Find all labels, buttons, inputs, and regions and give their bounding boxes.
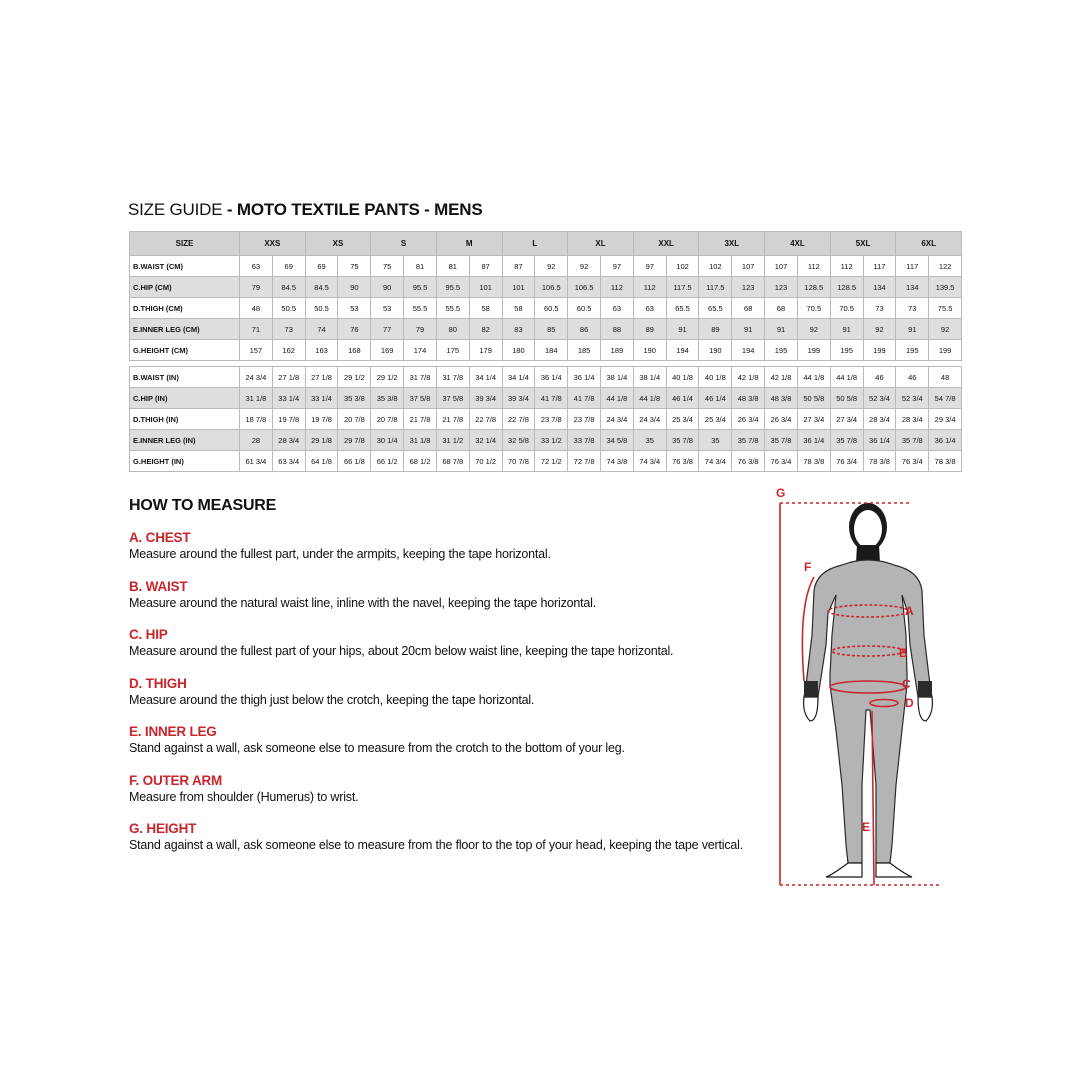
table-cell: 68 7/8 <box>436 451 469 472</box>
table-cell: 55.5 <box>404 298 437 319</box>
table-cell: 134 <box>863 277 896 298</box>
table-cell: 25 3/4 <box>699 409 732 430</box>
table-cell: 72 7/8 <box>568 451 601 472</box>
table-cell: 89 <box>633 319 666 340</box>
table-cell: 50 5/8 <box>830 388 863 409</box>
size-header-cell: XL <box>568 232 634 256</box>
table-cell: 139.5 <box>929 277 962 298</box>
table-cell: 28 <box>240 430 273 451</box>
table-cell: 50.5 <box>305 298 338 319</box>
size-header-cell: S <box>371 232 437 256</box>
table-cell: 65.5 <box>666 298 699 319</box>
table-cell: 199 <box>863 340 896 361</box>
measure-title: D. THIGH <box>129 676 187 691</box>
table-cell: 76 3/8 <box>732 451 765 472</box>
size-header-cell: 5XL <box>830 232 896 256</box>
table-cell: 32 1/4 <box>469 430 502 451</box>
table-cell: 53 <box>338 298 371 319</box>
table-cell: 46 <box>863 367 896 388</box>
table-cell: 85 <box>535 319 568 340</box>
table-cell: 50 5/8 <box>797 388 830 409</box>
table-cell: 25 3/4 <box>666 409 699 430</box>
table-cell: 78 3/8 <box>797 451 830 472</box>
table-cell: 44 1/8 <box>830 367 863 388</box>
table-cell: 79 <box>404 319 437 340</box>
table-cell: 174 <box>404 340 437 361</box>
table-cell: 97 <box>601 256 634 277</box>
table-cell: 31 1/8 <box>240 388 273 409</box>
table-cell: 74 3/4 <box>699 451 732 472</box>
table-cell: 33 1/2 <box>535 430 568 451</box>
row-label: C.HIP (CM) <box>130 277 240 298</box>
table-cell: 87 <box>502 256 535 277</box>
table-cell: 44 1/8 <box>601 388 634 409</box>
table-cell: 60.5 <box>535 298 568 319</box>
table-cell: 24 3/4 <box>633 409 666 430</box>
table-cell: 66 1/8 <box>338 451 371 472</box>
table-cell: 107 <box>732 256 765 277</box>
table-cell: 112 <box>830 256 863 277</box>
table-cell: 134 <box>896 277 929 298</box>
table-cell: 37 5/8 <box>404 388 437 409</box>
table-cell: 69 <box>272 256 305 277</box>
table-cell: 117.5 <box>666 277 699 298</box>
measure-item-inner-leg <box>129 724 779 756</box>
size-header-cell: M <box>436 232 502 256</box>
table-cell: 175 <box>436 340 469 361</box>
table-cell: 24 3/4 <box>240 367 273 388</box>
table-cell: 91 <box>830 319 863 340</box>
measure-item-waist <box>129 579 779 611</box>
table-cell: 87 <box>469 256 502 277</box>
table-cell: 82 <box>469 319 502 340</box>
table-cell: 112 <box>601 277 634 298</box>
table-cell: 72 1/2 <box>535 451 568 472</box>
measure-item-outer-arm <box>129 773 779 805</box>
label-a: A <box>905 604 914 618</box>
table-row <box>130 298 962 319</box>
table-cell: 48 3/8 <box>732 388 765 409</box>
table-cell: 46 1/4 <box>666 388 699 409</box>
table-cell: 63 3/4 <box>272 451 305 472</box>
table-cell: 33 1/4 <box>305 388 338 409</box>
table-cell: 90 <box>338 277 371 298</box>
size-header-cell: 4XL <box>765 232 831 256</box>
table-cell: 91 <box>732 319 765 340</box>
table-cell: 157 <box>240 340 273 361</box>
table-cell: 194 <box>666 340 699 361</box>
table-cell: 80 <box>436 319 469 340</box>
table-cell: 74 3/8 <box>601 451 634 472</box>
table-cell: 97 <box>633 256 666 277</box>
table-cell: 101 <box>502 277 535 298</box>
table-cell: 35 7/8 <box>666 430 699 451</box>
table-cell: 73 <box>863 298 896 319</box>
table-cell: 106.5 <box>535 277 568 298</box>
row-label: E.INNER LEG (CM) <box>130 319 240 340</box>
table-cell: 34 1/4 <box>502 367 535 388</box>
measure-item-hip <box>129 627 779 659</box>
table-row <box>130 256 962 277</box>
table-cell: 163 <box>305 340 338 361</box>
table-cell: 76 3/8 <box>666 451 699 472</box>
table-cell: 29 1/8 <box>305 430 338 451</box>
table-cell: 34 5/8 <box>601 430 634 451</box>
table-cell: 112 <box>633 277 666 298</box>
table-cell: 23 7/8 <box>568 409 601 430</box>
table-cell: 35 7/8 <box>830 430 863 451</box>
table-cell: 42 1/8 <box>732 367 765 388</box>
table-cell: 107 <box>765 256 798 277</box>
table-cell: 58 <box>502 298 535 319</box>
table-cell: 78 3/8 <box>929 451 962 472</box>
table-cell: 35 7/8 <box>765 430 798 451</box>
table-cell: 95.5 <box>436 277 469 298</box>
table-cell: 39 3/4 <box>469 388 502 409</box>
table-cell: 41 7/8 <box>568 388 601 409</box>
measure-title: F. OUTER ARM <box>129 773 223 788</box>
table-cell: 180 <box>502 340 535 361</box>
table-cell: 31 1/8 <box>404 430 437 451</box>
table-cell: 48 <box>929 367 962 388</box>
table-cell: 29 1/2 <box>371 367 404 388</box>
table-cell: 73 <box>272 319 305 340</box>
table-cell: 189 <box>601 340 634 361</box>
table-cell: 102 <box>666 256 699 277</box>
table-cell: 90 <box>371 277 404 298</box>
table-cell: 128.5 <box>797 277 830 298</box>
table-cell: 55.5 <box>436 298 469 319</box>
table-cell: 52 3/4 <box>896 388 929 409</box>
table-cell: 162 <box>272 340 305 361</box>
table-cell: 31 7/8 <box>436 367 469 388</box>
table-cell: 64 1/8 <box>305 451 338 472</box>
table-cell: 195 <box>896 340 929 361</box>
table-row <box>130 451 962 472</box>
table-cell: 70 1/2 <box>469 451 502 472</box>
table-cell: 35 <box>633 430 666 451</box>
title-bold: - MOTO TEXTILE PANTS - MENS <box>222 200 483 219</box>
table-cell: 117.5 <box>699 277 732 298</box>
table-cell: 52 3/4 <box>863 388 896 409</box>
table-cell: 36 1/4 <box>929 430 962 451</box>
table-cell: 40 1/8 <box>666 367 699 388</box>
table-cell: 61 3/4 <box>240 451 273 472</box>
measure-title: G. HEIGHT <box>129 821 197 836</box>
table-cell: 27 3/4 <box>797 409 830 430</box>
table-cell: 74 <box>305 319 338 340</box>
table-cell: 88 <box>601 319 634 340</box>
measure-text: Stand against a wall, ask someone else to measure from the floor to the top of your head, keeping the tape vertical. <box>129 838 743 852</box>
table-row <box>130 388 962 409</box>
table-cell: 20 7/8 <box>338 409 371 430</box>
table-cell: 22 7/8 <box>502 409 535 430</box>
table-cell: 86 <box>568 319 601 340</box>
label-e: E <box>862 820 871 834</box>
size-table <box>129 231 962 472</box>
table-cell: 41 7/8 <box>535 388 568 409</box>
table-cell: 190 <box>699 340 732 361</box>
measure-item-chest <box>129 530 779 562</box>
table-cell: 122 <box>929 256 962 277</box>
size-header-cell: XXS <box>240 232 306 256</box>
table-cell: 60.5 <box>568 298 601 319</box>
measure-text: Measure around the natural waist line, inline with the navel, keeping the tape horizontal. <box>129 596 597 610</box>
table-cell: 35 3/8 <box>338 388 371 409</box>
size-header-label: SIZE <box>130 232 240 256</box>
table-cell: 79 <box>240 277 273 298</box>
table-cell: 70.5 <box>830 298 863 319</box>
table-cell: 44 1/8 <box>633 388 666 409</box>
table-cell: 92 <box>568 256 601 277</box>
table-cell: 75.5 <box>929 298 962 319</box>
row-label: C.HIP (IN) <box>130 388 240 409</box>
table-cell: 194 <box>732 340 765 361</box>
body-measurement-figure <box>770 485 970 890</box>
table-cell: 53 <box>371 298 404 319</box>
table-cell: 128.5 <box>830 277 863 298</box>
table-cell: 70 7/8 <box>502 451 535 472</box>
table-cell: 199 <box>929 340 962 361</box>
table-cell: 36 1/4 <box>797 430 830 451</box>
table-cell: 168 <box>338 340 371 361</box>
row-label: B.WAIST (IN) <box>130 367 240 388</box>
table-cell: 30 1/4 <box>371 430 404 451</box>
table-cell: 29 7/8 <box>338 430 371 451</box>
table-cell: 75 <box>338 256 371 277</box>
table-cell: 81 <box>436 256 469 277</box>
table-cell: 76 3/4 <box>830 451 863 472</box>
table-cell: 123 <box>732 277 765 298</box>
table-cell: 76 3/4 <box>765 451 798 472</box>
table-cell: 68 <box>765 298 798 319</box>
table-cell: 44 1/8 <box>797 367 830 388</box>
table-cell: 91 <box>765 319 798 340</box>
table-cell: 169 <box>371 340 404 361</box>
table-cell: 195 <box>765 340 798 361</box>
measure-title: A. CHEST <box>129 530 191 545</box>
measure-title: E. INNER LEG <box>129 724 217 739</box>
size-header-cell: XXL <box>633 232 699 256</box>
table-cell: 199 <box>797 340 830 361</box>
table-cell: 39 3/4 <box>502 388 535 409</box>
table-cell: 63 <box>633 298 666 319</box>
table-cell: 68 <box>732 298 765 319</box>
table-cell: 28 3/4 <box>863 409 896 430</box>
label-b: B <box>899 646 908 660</box>
table-cell: 27 1/8 <box>272 367 305 388</box>
measure-title: B. WAIST <box>129 579 188 594</box>
table-cell: 26 3/4 <box>732 409 765 430</box>
table-row <box>130 277 962 298</box>
table-row <box>130 430 962 451</box>
table-cell: 101 <box>469 277 502 298</box>
table-cell: 48 <box>240 298 273 319</box>
table-cell: 123 <box>765 277 798 298</box>
size-header-row <box>130 232 962 256</box>
table-cell: 75 <box>371 256 404 277</box>
measure-item-thigh <box>129 676 779 708</box>
table-cell: 73 <box>896 298 929 319</box>
table-cell: 35 7/8 <box>896 430 929 451</box>
table-cell: 89 <box>699 319 732 340</box>
table-cell: 184 <box>535 340 568 361</box>
table-cell: 78 3/8 <box>863 451 896 472</box>
size-header-cell: XS <box>305 232 371 256</box>
table-cell: 36 1/4 <box>568 367 601 388</box>
table-cell: 19 7/8 <box>305 409 338 430</box>
table-cell: 81 <box>404 256 437 277</box>
table-row <box>130 409 962 430</box>
size-header-cell: 6XL <box>896 232 962 256</box>
label-d: D <box>905 696 914 710</box>
table-cell: 21 7/8 <box>404 409 437 430</box>
measure-text: Stand against a wall, ask someone else to measure from the crotch to the bottom of your leg. <box>129 741 625 755</box>
table-cell: 117 <box>863 256 896 277</box>
size-header-cell: L <box>502 232 568 256</box>
table-cell: 71 <box>240 319 273 340</box>
size-header-cell: 3XL <box>699 232 765 256</box>
table-cell: 190 <box>633 340 666 361</box>
table-cell: 29 3/4 <box>929 409 962 430</box>
label-g: G <box>776 486 786 500</box>
table-cell: 35 <box>699 430 732 451</box>
table-cell: 48 3/8 <box>765 388 798 409</box>
table-cell: 28 3/4 <box>272 430 305 451</box>
table-row <box>130 340 962 361</box>
label-c: C <box>902 677 911 691</box>
table-cell: 76 <box>338 319 371 340</box>
table-cell: 29 1/2 <box>338 367 371 388</box>
measure-text: Measure around the fullest part, under the armpits, keeping the tape horizontal. <box>129 547 551 561</box>
table-cell: 68 1/2 <box>404 451 437 472</box>
table-cell: 27 3/4 <box>830 409 863 430</box>
row-label: G.HEIGHT (CM) <box>130 340 240 361</box>
table-cell: 91 <box>666 319 699 340</box>
table-cell: 31 1/2 <box>436 430 469 451</box>
title-light: SIZE GUIDE <box>128 200 223 219</box>
table-cell: 95.5 <box>404 277 437 298</box>
table-cell: 54 7/8 <box>929 388 962 409</box>
table-cell: 112 <box>797 256 830 277</box>
table-cell: 28 3/4 <box>896 409 929 430</box>
table-cell: 23 7/8 <box>535 409 568 430</box>
table-cell: 106.5 <box>568 277 601 298</box>
table-cell: 18 7/8 <box>240 409 273 430</box>
table-cell: 32 5/8 <box>502 430 535 451</box>
label-f: F <box>804 560 812 574</box>
measure-title: C. HIP <box>129 627 168 642</box>
table-cell: 92 <box>535 256 568 277</box>
table-row <box>130 367 962 388</box>
table-cell: 66 1/2 <box>371 451 404 472</box>
table-cell: 38 1/4 <box>633 367 666 388</box>
table-cell: 117 <box>896 256 929 277</box>
table-cell: 63 <box>240 256 273 277</box>
table-cell: 92 <box>797 319 830 340</box>
row-label: B.WAIST (CM) <box>130 256 240 277</box>
table-cell: 92 <box>863 319 896 340</box>
table-cell: 77 <box>371 319 404 340</box>
size-table-body <box>130 256 962 472</box>
table-cell: 35 7/8 <box>732 430 765 451</box>
table-cell: 27 1/8 <box>305 367 338 388</box>
table-cell: 50.5 <box>272 298 305 319</box>
table-cell: 65.5 <box>699 298 732 319</box>
row-label: D.THIGH (IN) <box>130 409 240 430</box>
measure-item-height <box>129 821 779 853</box>
table-cell: 91 <box>896 319 929 340</box>
table-cell: 33 7/8 <box>568 430 601 451</box>
table-cell: 22 7/8 <box>469 409 502 430</box>
table-cell: 76 3/4 <box>896 451 929 472</box>
table-cell: 58 <box>469 298 502 319</box>
row-label: E.INNER LEG (IN) <box>130 430 240 451</box>
table-cell: 37 5/8 <box>436 388 469 409</box>
measure-text: Measure from shoulder (Humerus) to wrist. <box>129 790 359 804</box>
table-cell: 36 1/4 <box>535 367 568 388</box>
table-cell: 83 <box>502 319 535 340</box>
how-to-heading: HOW TO MEASURE <box>129 497 277 514</box>
table-cell: 74 3/4 <box>633 451 666 472</box>
table-cell: 40 1/8 <box>699 367 732 388</box>
table-cell: 70.5 <box>797 298 830 319</box>
table-cell: 33 1/4 <box>272 388 305 409</box>
table-cell: 46 <box>896 367 929 388</box>
row-label: G.HEIGHT (IN) <box>130 451 240 472</box>
table-cell: 69 <box>305 256 338 277</box>
table-cell: 63 <box>601 298 634 319</box>
table-row <box>130 319 962 340</box>
table-cell: 185 <box>568 340 601 361</box>
table-cell: 20 7/8 <box>371 409 404 430</box>
table-cell: 19 7/8 <box>272 409 305 430</box>
table-cell: 24 3/4 <box>601 409 634 430</box>
table-cell: 21 7/8 <box>436 409 469 430</box>
table-cell: 195 <box>830 340 863 361</box>
table-cell: 26 3/4 <box>765 409 798 430</box>
table-cell: 38 1/4 <box>601 367 634 388</box>
measure-text: Measure around the fullest part of your hips, about 20cm below waist line, keeping the tape horizontal. <box>129 644 674 658</box>
table-cell: 84.5 <box>305 277 338 298</box>
table-cell: 92 <box>929 319 962 340</box>
table-cell: 102 <box>699 256 732 277</box>
table-cell: 36 1/4 <box>863 430 896 451</box>
row-label: D.THIGH (CM) <box>130 298 240 319</box>
table-cell: 34 1/4 <box>469 367 502 388</box>
table-cell: 179 <box>469 340 502 361</box>
table-cell: 84.5 <box>272 277 305 298</box>
table-cell: 31 7/8 <box>404 367 437 388</box>
table-cell: 42 1/8 <box>765 367 798 388</box>
table-cell: 35 3/8 <box>371 388 404 409</box>
measure-text: Measure around the thigh just below the crotch, keeping the tape horizontal. <box>129 693 535 707</box>
table-cell: 46 1/4 <box>699 388 732 409</box>
page-title <box>128 200 482 220</box>
